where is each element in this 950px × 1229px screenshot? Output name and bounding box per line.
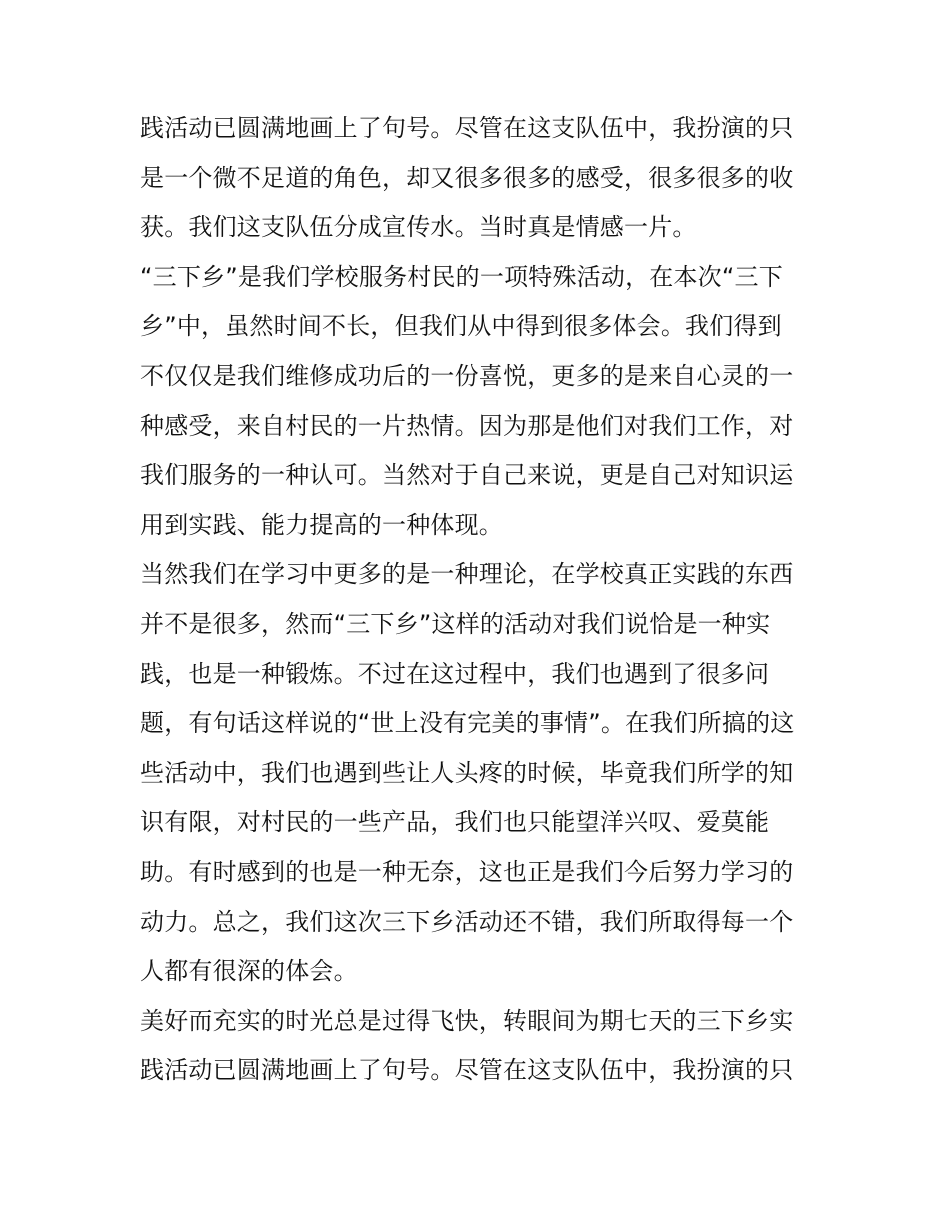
text-line: 践活动已圆满地画上了句号。尽管在这支队伍中，我扮演的只 bbox=[140, 1056, 794, 1085]
text-line: 获。我们这支队伍分成宣传水。当时真是情感一片。 bbox=[140, 213, 697, 242]
text-line: 些活动中，我们也遇到些让人头疼的时候，毕竟我们所学的知 bbox=[140, 758, 794, 787]
document-body bbox=[140, 104, 820, 1096]
text-line: 种感受，来自村民的一片热情。因为那是他们对我们工作，对 bbox=[140, 411, 794, 440]
text-line: 美好而充实的时光总是过得飞快，转眼间为期七天的三下乡实 bbox=[140, 1006, 794, 1035]
text-line: 识有限，对村民的一些产品，我们也只能望洋兴叹、爱莫能 bbox=[140, 808, 770, 837]
text-line: 动力。总之，我们这次三下乡活动还不错，我们所取得每一个 bbox=[140, 907, 794, 936]
text-line: 并不是很多，然而“三下乡”这样的活动对我们说恰是一种实 bbox=[140, 609, 771, 638]
text-line: 用到实践、能力提高的一种体现。 bbox=[140, 510, 503, 539]
text-line: 人都有很深的体会。 bbox=[140, 957, 358, 986]
text-line: 当然我们在学习中更多的是一种理论，在学校真正实践的东西 bbox=[140, 560, 794, 589]
text-line: 践，也是一种锻炼。不过在这过程中，我们也遇到了很多问 bbox=[140, 659, 770, 688]
text-line: 题，有句话这样说的“世上没有完美的事情”。在我们所搞的这 bbox=[140, 709, 795, 738]
text-line: 我们服务的一种认可。当然对于自己来说，更是自己对知识运 bbox=[140, 461, 794, 490]
text-line: 是一个微不足道的角色，却又很多很多的感受，很多很多的收 bbox=[140, 163, 794, 192]
text-line: 乡”中，虽然时间不长，但我们从中得到很多体会。我们得到 bbox=[140, 312, 782, 341]
text-line: 不仅仅是我们维修成功后的一份喜悦，更多的是来自心灵的一 bbox=[140, 361, 794, 390]
text-line: 助。有时感到的也是一种无奈，这也正是我们今后努力学习的 bbox=[140, 857, 794, 886]
text-line: 践活动已圆满地画上了句号。尽管在这支队伍中，我扮演的只 bbox=[140, 114, 794, 142]
text-line: “三下乡”是我们学校服务村民的一项特殊活动，在本次“三下 bbox=[140, 262, 783, 291]
